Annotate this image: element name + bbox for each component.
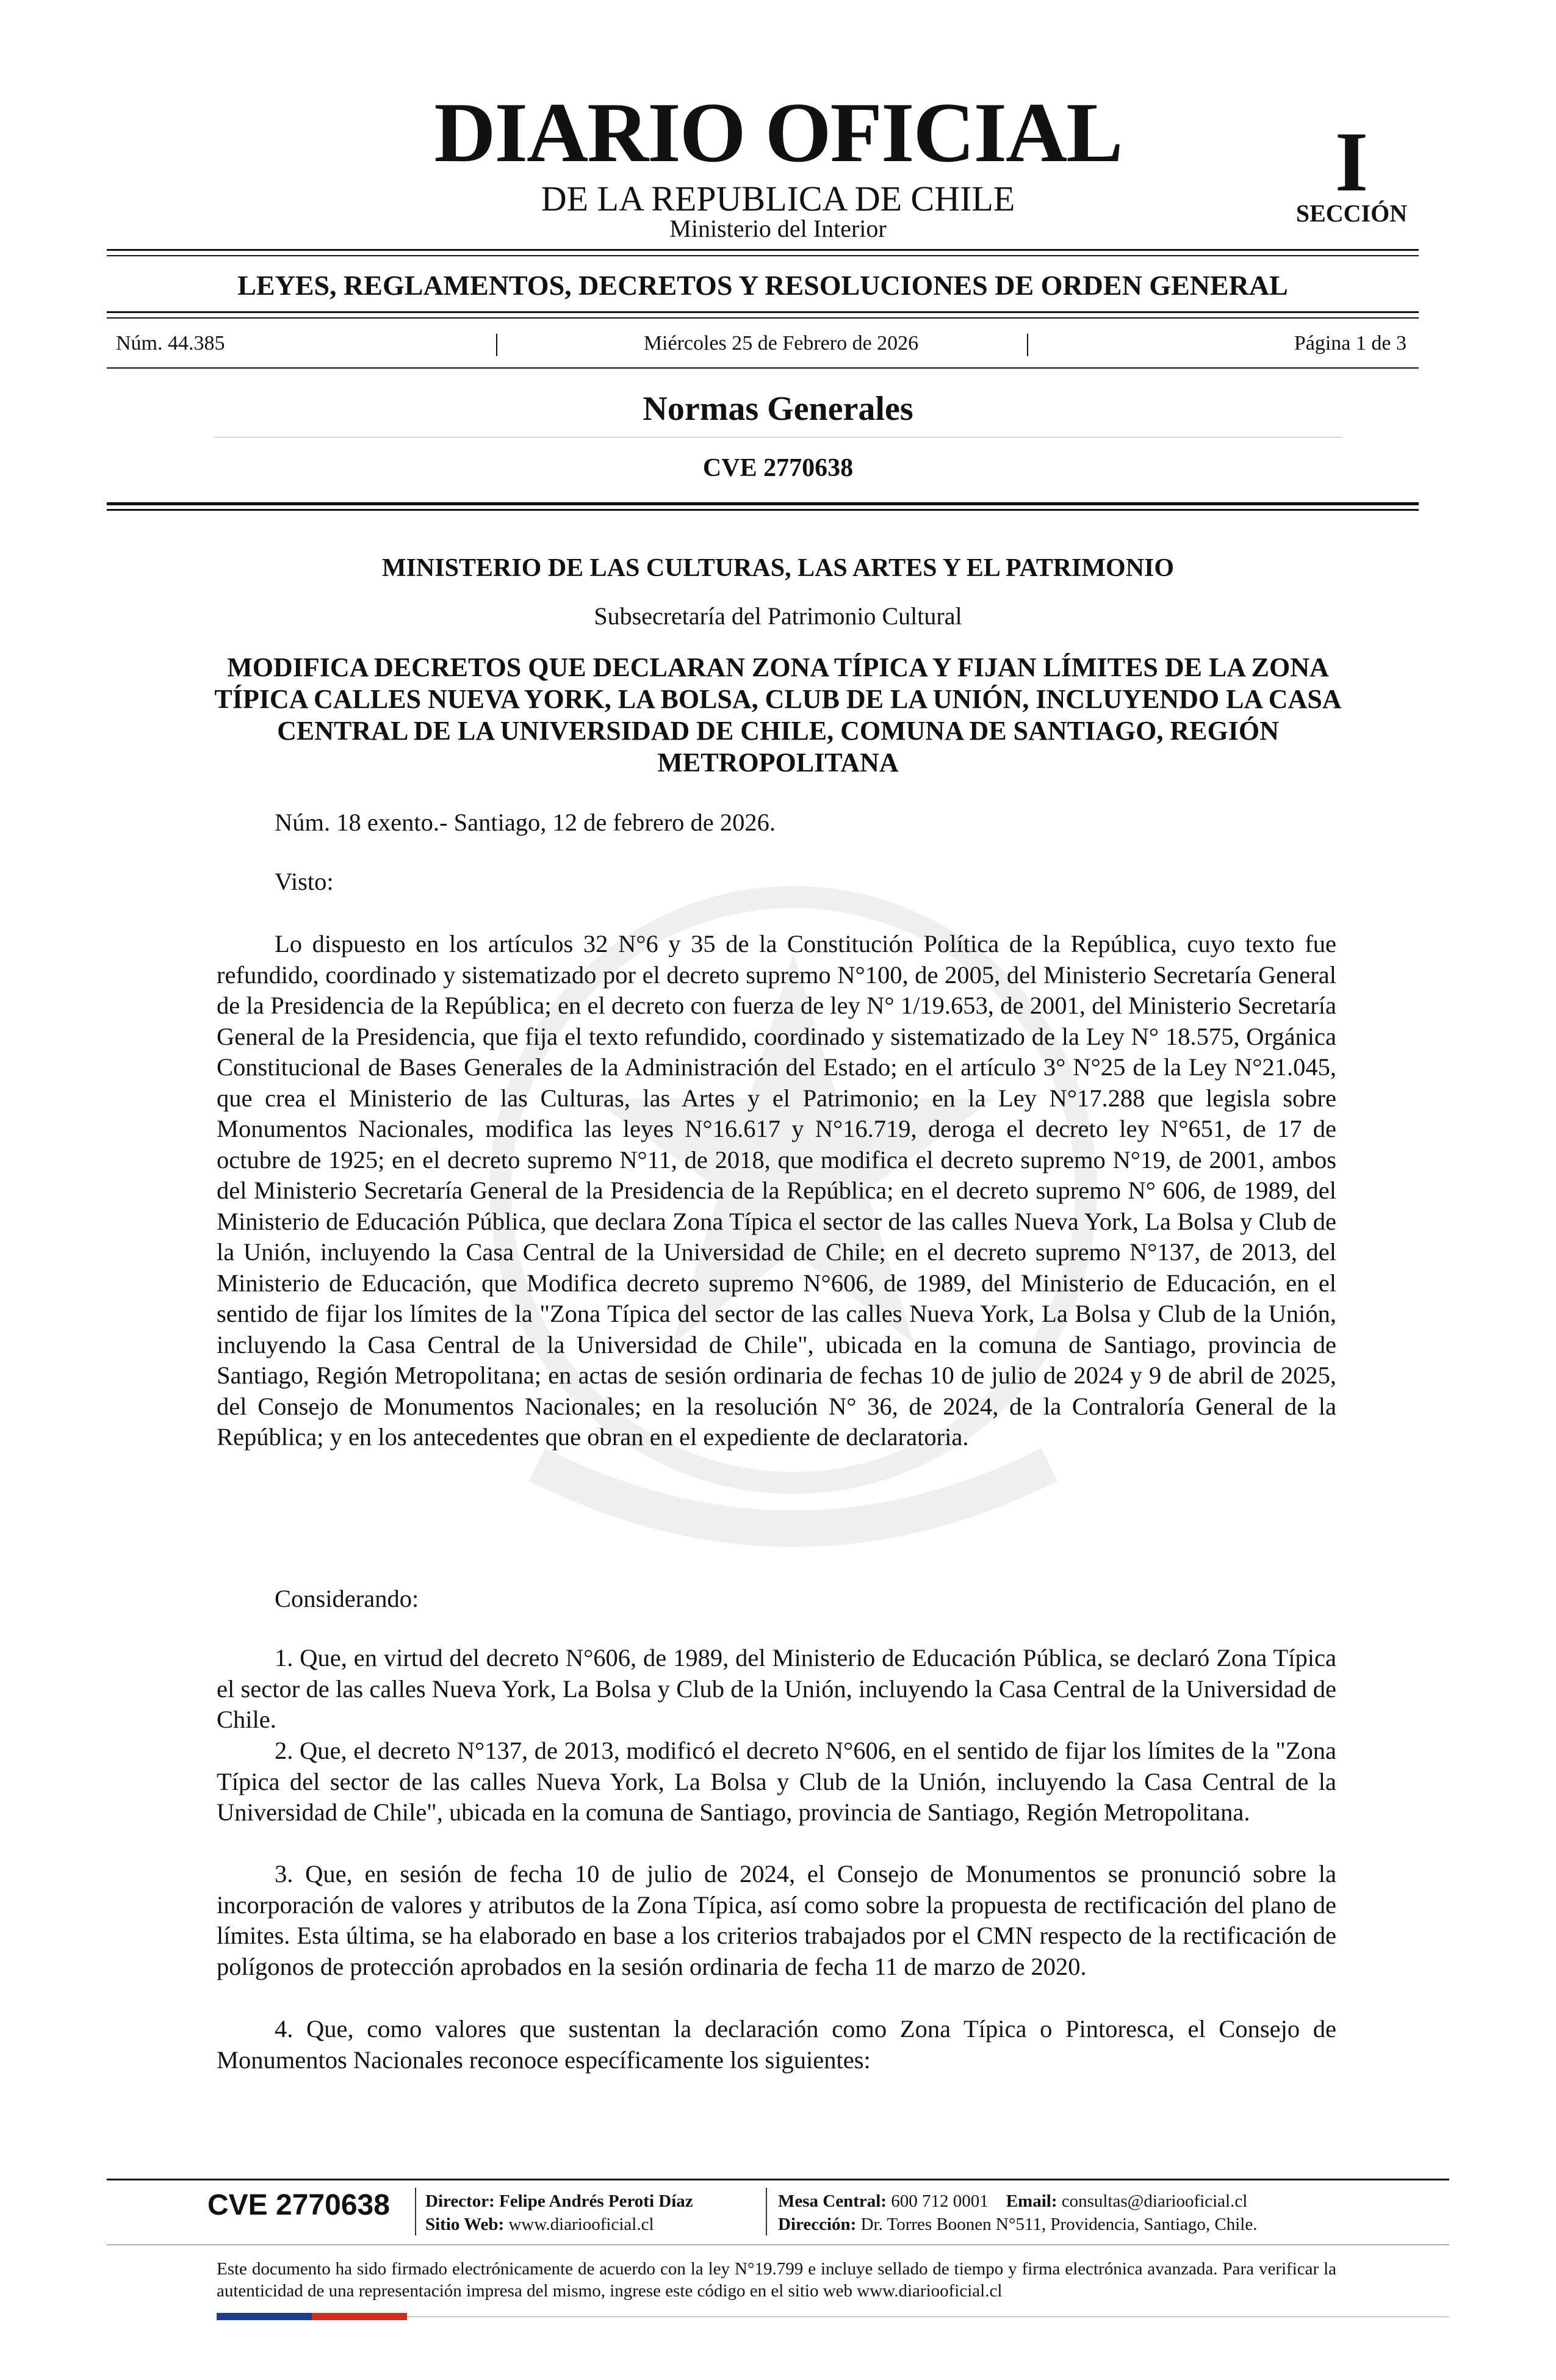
general-title: LEYES, REGLAMENTOS, DECRETOS Y RESOLUCIONES DE ORDEN GENERAL [237,270,1288,301]
issue-separator: | [1025,329,1031,356]
address-text: Dr. Torres Boonen N°511, Providencia, Santiago, Chile. [860,2215,1258,2234]
considerando-4: 4. Que, como valores que sustentan la declaración como Zona Típica o Pintoresca, el Consejo de Monumentos Nacionales reconoce específicamente los siguientes: [217,2015,1336,2074]
issue-separator: | [494,329,500,356]
masthead-subtitle: DE LA REPUBLICA DE CHILE [541,179,1015,218]
footer-cve-code: CVE 2770638 [207,2189,390,2221]
masthead-rule [107,249,1419,251]
header-bottom-rule [107,502,1419,505]
footer-director-block [425,2190,693,2236]
footer-divider [766,2188,767,2235]
website-label: Sitio Web: [425,2215,505,2234]
phone-number: 600 712 0001 [891,2191,989,2211]
footer-divider [415,2188,416,2235]
decree-title: MODIFICA DECRETOS QUE DECLARAN ZONA TÍPICA Y FIJAN LÍMITES DE LA ZONA TÍPICA CALLES NUEVA YORK, LA BOLSA, CLUB DE LA UNIÓN, INCLUYENDO LA CASA CENTRAL DE LA UNIVERSIDAD DE CHILE, COMUNA DE SANTIAGO, REGIÓN METROPOLITANA [214,652,1342,777]
email-label: Email: [1006,2191,1057,2211]
section-title-rule [214,437,1342,438]
cve-code: CVE 2770638 [702,454,854,482]
masthead-rule-2 [107,255,1419,256]
address-label: Dirección: [778,2215,857,2234]
considerando-heading: Considerando: [275,1585,419,1612]
decree-number-line: Núm. 18 exento.- Santiago, 12 de febrero de 2026. [275,809,776,836]
section-number: I [1334,115,1369,209]
email-link[interactable]: consultas@diariooficial.cl [1061,2191,1248,2211]
visto-paragraph: Lo dispuesto en los artículos 32 N°6 y 35 de la Constitución Política de la República, cuyo texto fue refundido, coordinado y sistematizado por el decreto supremo N°100, de 2005, del Ministerio Secretaría General de la Presidencia de la República; en el decreto con fuerza de ley N° 1/19.653, de 2001, del Ministerio Secretaría General de la Presidencia, que fija el texto refundido, coordinado y sistematizado de la Ley N° 18.575, Orgánica Constitucional de Bases Generales de la Administración del Estado; en el artículo 3° N°25 de la Ley N°21.045, que crea el Ministerio de las Culturas, las Artes y el Patrimonio; en la Ley N°17.288 que legisla sobre Monumentos Nacionales, modifica las leyes N°16.617 y N°16.719, deroga el decreto ley N°651, de 17 de octubre de 1925; en el decreto supremo N°11, de 2018, que modifica el decreto supremo N°19, de 2001, ambos del Ministerio Secretaría General de la Presidencia de la República; en el decreto supremo N° 606, de 1989, del Ministerio de Educación Pública, que declara Zona Típica el sector de las calles Nueva York, La Bolsa y Club de la Unión, incluyendo la Casa Central de la Universidad de Chile; en el decreto supremo N°137, de 2013, del Ministerio de Educación, que Modifica decreto supremo N°606, de 1989, del Ministerio de Educación, en el sentido de fijar los límites de la "Zona Típica del sector de las calles Nueva York, La Bolsa y Club de la Unión, incluyendo la Casa Central de la Universidad de Chile", ubicada en la comuna de Santiago, provincia de Santiago, Región Metropolitana; en actas de sesión ordinaria de fechas 10 de julio de 2024 y 9 de abril de 2025, del Consejo de Monumentos Nacionales; en la resolución N° 36, de 2024, de la Contraloría General de la República; y en los antecedentes que obran en el expediente de declaratoria. [217,930,1336,1451]
director-label: Director: [425,2191,495,2211]
issuing-ministry: MINISTERIO DE LAS CULTURAS, LAS ARTES Y EL PATRIMONIO [381,554,1175,582]
phone-label: Mesa Central: [778,2191,887,2211]
title-rule-2 [107,317,1419,319]
title-rule [107,311,1419,313]
page-indicator: Página 1 de 3 [1294,332,1407,355]
footer-top-rule [107,2179,1449,2180]
flag-red-segment [312,2313,407,2320]
header-bottom-rule-2 [107,509,1419,511]
masthead-title: DIARIO OFICIAL [434,85,1122,180]
considerando-1: 1. Que, en virtud del decreto N°606, de 1989, del Ministerio de Educación Pública, se declaró Zona Típica el sector de las calles Nueva York, La Bolsa y Club de la Unión, incluyendo la Casa Central de la Universidad de Chile. [217,1644,1336,1733]
footer-contact-block [778,2190,1257,2236]
section-title: Normas Generales [643,390,913,428]
section-label: SECCIÓN [1295,200,1408,227]
visto-heading: Visto: [275,868,334,895]
issue-date: Miércoles 25 de Febrero de 2026 [643,332,919,355]
subsecretaria: Subsecretaría del Patrimonio Cultural [594,602,962,630]
info-rule [107,367,1419,369]
flag-blue-segment [217,2313,312,2320]
considerando-2: 2. Que, el decreto N°137, de 2013, modificó el decreto N°606, en el sentido de fijar los límites de la "Zona Típica del sector de las calles Nueva York, La Bolsa y Club de la Unión, incluyendo la Casa Central de la Universidad de Chile", ubicada en la comuna de Santiago, provincia de Santiago, Región Metropolitana. [217,1737,1336,1826]
masthead-ministry: Ministerio del Interior [669,215,887,242]
considerando-3: 3. Que, en sesión de fecha 10 de julio de 2024, el Consejo de Monumentos se pronunció sobre la incorporación de valores y atributos de la Zona Típica, así como sobre la propuesta de rectificación del plano de límites. Esta última, se ha elaborado en base a los criterios trabajados por el CMN respecto de la rectificación de polígonos de protección aprobados en la sesión ordinaria de fecha 11 de marzo de 2020. [217,1860,1336,1980]
website-link[interactable]: www.diariooficial.cl [508,2215,654,2234]
chilean-flag-bar [217,2313,407,2320]
signature-note: Este documento ha sido firmado electrónicamente de acuerdo con la ley N°19.799 e incluye sellado de tiempo y firma electrónica avanzada. Para verificar la autenticidad de una representación impresa del mismo, ingrese este código en el sitio web www.diariooficial.cl [217,2259,1336,2301]
issue-number: Núm. 44.385 [116,332,225,355]
director-name: Felipe Andrés Peroti Díaz [499,2191,693,2211]
